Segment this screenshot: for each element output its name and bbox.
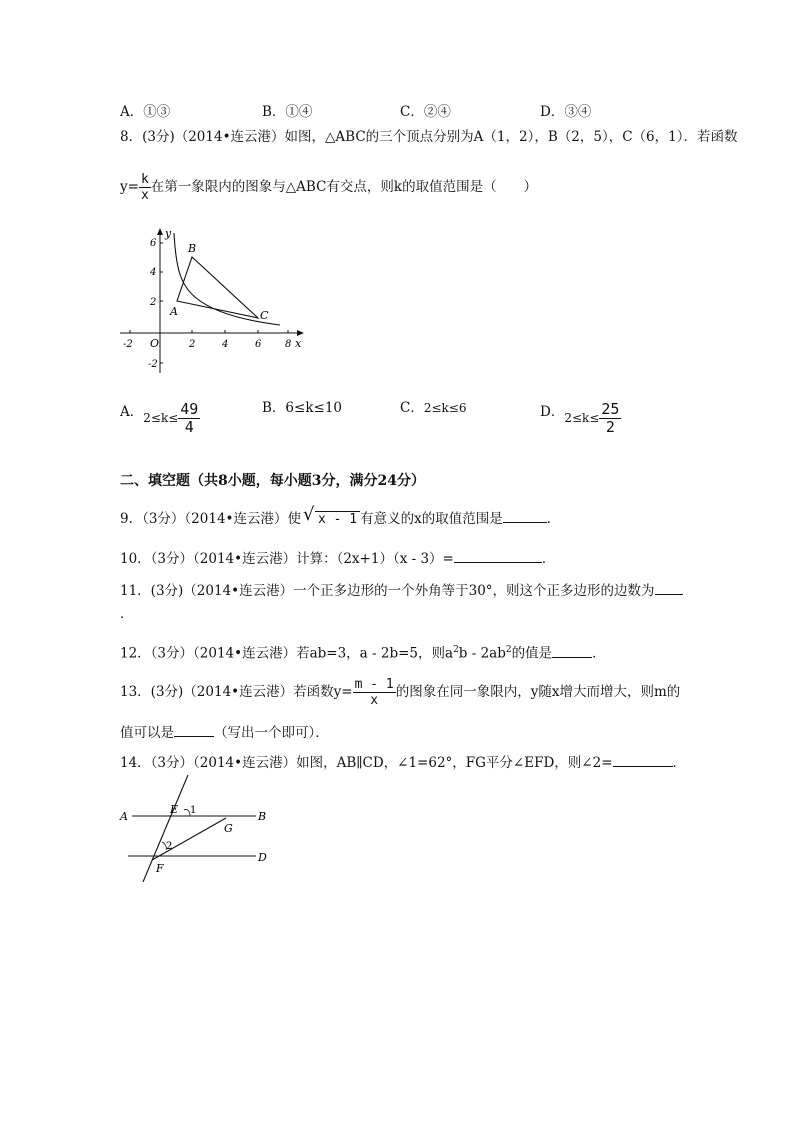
q12-end: ．: [592, 645, 606, 662]
q8-opt-c-text: 2≤k≤6: [423, 401, 467, 415]
q8-option-a: [120, 395, 200, 436]
q8-y-eq: y=: [120, 179, 139, 195]
label-b: B: [258, 810, 267, 823]
q8-line2-text: 在第一象限内的图象与△ABC有交点，则k的取值范围是（ ）: [150, 179, 538, 195]
x-tick-4: 4: [222, 339, 229, 350]
q13-line2-post: （写出一个即可）．: [214, 725, 329, 741]
q11-answer-blank[interactable]: [655, 580, 683, 595]
q10-text: 10．（3分）（2014•连云港）计算：（2x+1）（x - 3）=: [120, 551, 454, 567]
q9-post: 有意义的x的取值范围是: [360, 511, 503, 527]
q8-line1: 8．(3分)（2014•连云港）如图，△ABC的三个顶点分别为A（1，2），B（2，5），C（6，1）．若函数: [120, 129, 738, 145]
q7-option-b: B．①④: [262, 104, 313, 120]
point-a-label: A: [170, 305, 178, 318]
angle-2-label: 2: [166, 841, 173, 852]
q9-sqrt: [303, 504, 360, 530]
frac-den: x: [140, 188, 149, 203]
q13-post: 的图象在同一象限内，y随x增大而增大，则m的: [395, 684, 681, 700]
q7-option-c: C．②④: [400, 104, 451, 120]
q10-end: ．: [541, 551, 556, 567]
q8-opt-c-prefix: C．: [400, 400, 424, 416]
label-e: E: [170, 803, 179, 816]
triangle-abc: [177, 257, 258, 318]
q7-option-a: A．①③: [120, 104, 171, 120]
q13-answer-blank[interactable]: [174, 722, 214, 737]
q9-end: ．: [546, 511, 561, 527]
q8-k-over-x: [139, 172, 151, 203]
q12-pre: 12．（3分）（2014•连云港）若ab=3，a - 2b=5，则a: [120, 645, 454, 662]
label-a: A: [120, 810, 128, 823]
frac-num: 49: [180, 400, 199, 418]
q13-line2: [120, 722, 329, 743]
origin-label: O: [150, 337, 160, 350]
q8-option-d: [540, 395, 621, 436]
section-title: 二、填空题（共8小题，每小题3分，满分24分）: [120, 473, 425, 489]
q12-mid: b - 2ab: [458, 645, 506, 662]
q8-opt-a-prefix: A．: [120, 404, 144, 420]
frac-den: 2: [599, 418, 621, 436]
sqrt-sign: √: [303, 504, 315, 525]
q8-opt-a-text: 2≤k≤: [143, 411, 179, 425]
q13-fraction: [353, 677, 396, 708]
q12-sup2: 2: [505, 645, 512, 655]
q8-option-c: [400, 396, 467, 416]
q8-opt-a-fraction: [178, 401, 200, 436]
q9: [120, 504, 561, 530]
label-d: D: [258, 851, 267, 864]
q8-opt-d-text: 2≤k≤: [564, 411, 600, 425]
angle-1-label: 1: [190, 805, 197, 816]
q11: [120, 580, 683, 601]
q13: [120, 677, 680, 708]
frac-num: k: [140, 172, 149, 187]
frac-den: 4: [178, 418, 200, 436]
q11-end: ．: [120, 606, 134, 622]
q14-parallel-lines-figure: [118, 770, 278, 885]
y-tick-2: 2: [150, 297, 157, 308]
q9-radicand: x - 1: [315, 511, 360, 527]
point-c-label: C: [260, 309, 269, 322]
q14-text: 14．（3分）（2014•连云港）如图，AB∥CD，∠1=62°，FG平分∠EFD，则∠2=: [120, 755, 613, 771]
label-g: G: [224, 822, 233, 835]
y-axis-label: y: [165, 227, 172, 240]
q12-answer-blank[interactable]: [552, 643, 592, 658]
q8-option-b: B．6≤k≤10: [262, 400, 342, 416]
frac-num: 25: [601, 400, 620, 418]
q9-answer-blank[interactable]: [503, 508, 547, 523]
transversal-ef: [143, 775, 188, 882]
y-tick-4: 4: [150, 267, 157, 278]
y-tick-6: 6: [150, 238, 157, 249]
ray-fg: [152, 818, 226, 860]
frac-num: m - 1: [354, 677, 394, 692]
x-tick-2: 2: [189, 339, 196, 350]
q12-post: 的值是: [511, 645, 553, 662]
label-f: F: [156, 862, 164, 875]
y-tick-neg2: -2: [148, 359, 158, 370]
q13-pre: 13．(3分)（2014•连云港）若函数y=: [120, 684, 353, 700]
q14-end: ．: [672, 755, 687, 771]
q10-answer-blank[interactable]: [454, 548, 542, 563]
q11-text: 11．(3分)（2014•连云港）一个正多边形的一个外角等于30°，则这个正多边形的边数为: [120, 583, 655, 599]
x-tick-6: 6: [255, 339, 262, 350]
point-b-label: B: [188, 242, 197, 255]
x-tick-neg2: -2: [123, 339, 133, 350]
q12: [120, 640, 606, 664]
x-axis-label: x: [295, 337, 302, 350]
q13-line2-pre: 值可以是: [120, 725, 174, 741]
x-tick-8: 8: [285, 339, 292, 350]
q10: [120, 548, 555, 569]
q12-sup1: 2: [453, 645, 459, 655]
q14-answer-blank[interactable]: [613, 752, 673, 767]
frac-den: x: [353, 692, 396, 708]
q8-opt-d-prefix: D．: [540, 404, 565, 420]
q7-option-d: D．③④: [540, 104, 592, 120]
q8-graph: [115, 225, 305, 375]
q9-pre: 9．（3分）（2014•连云港）使: [120, 511, 301, 527]
q8-line2: [120, 172, 537, 203]
q8-opt-d-fraction: [599, 401, 621, 436]
